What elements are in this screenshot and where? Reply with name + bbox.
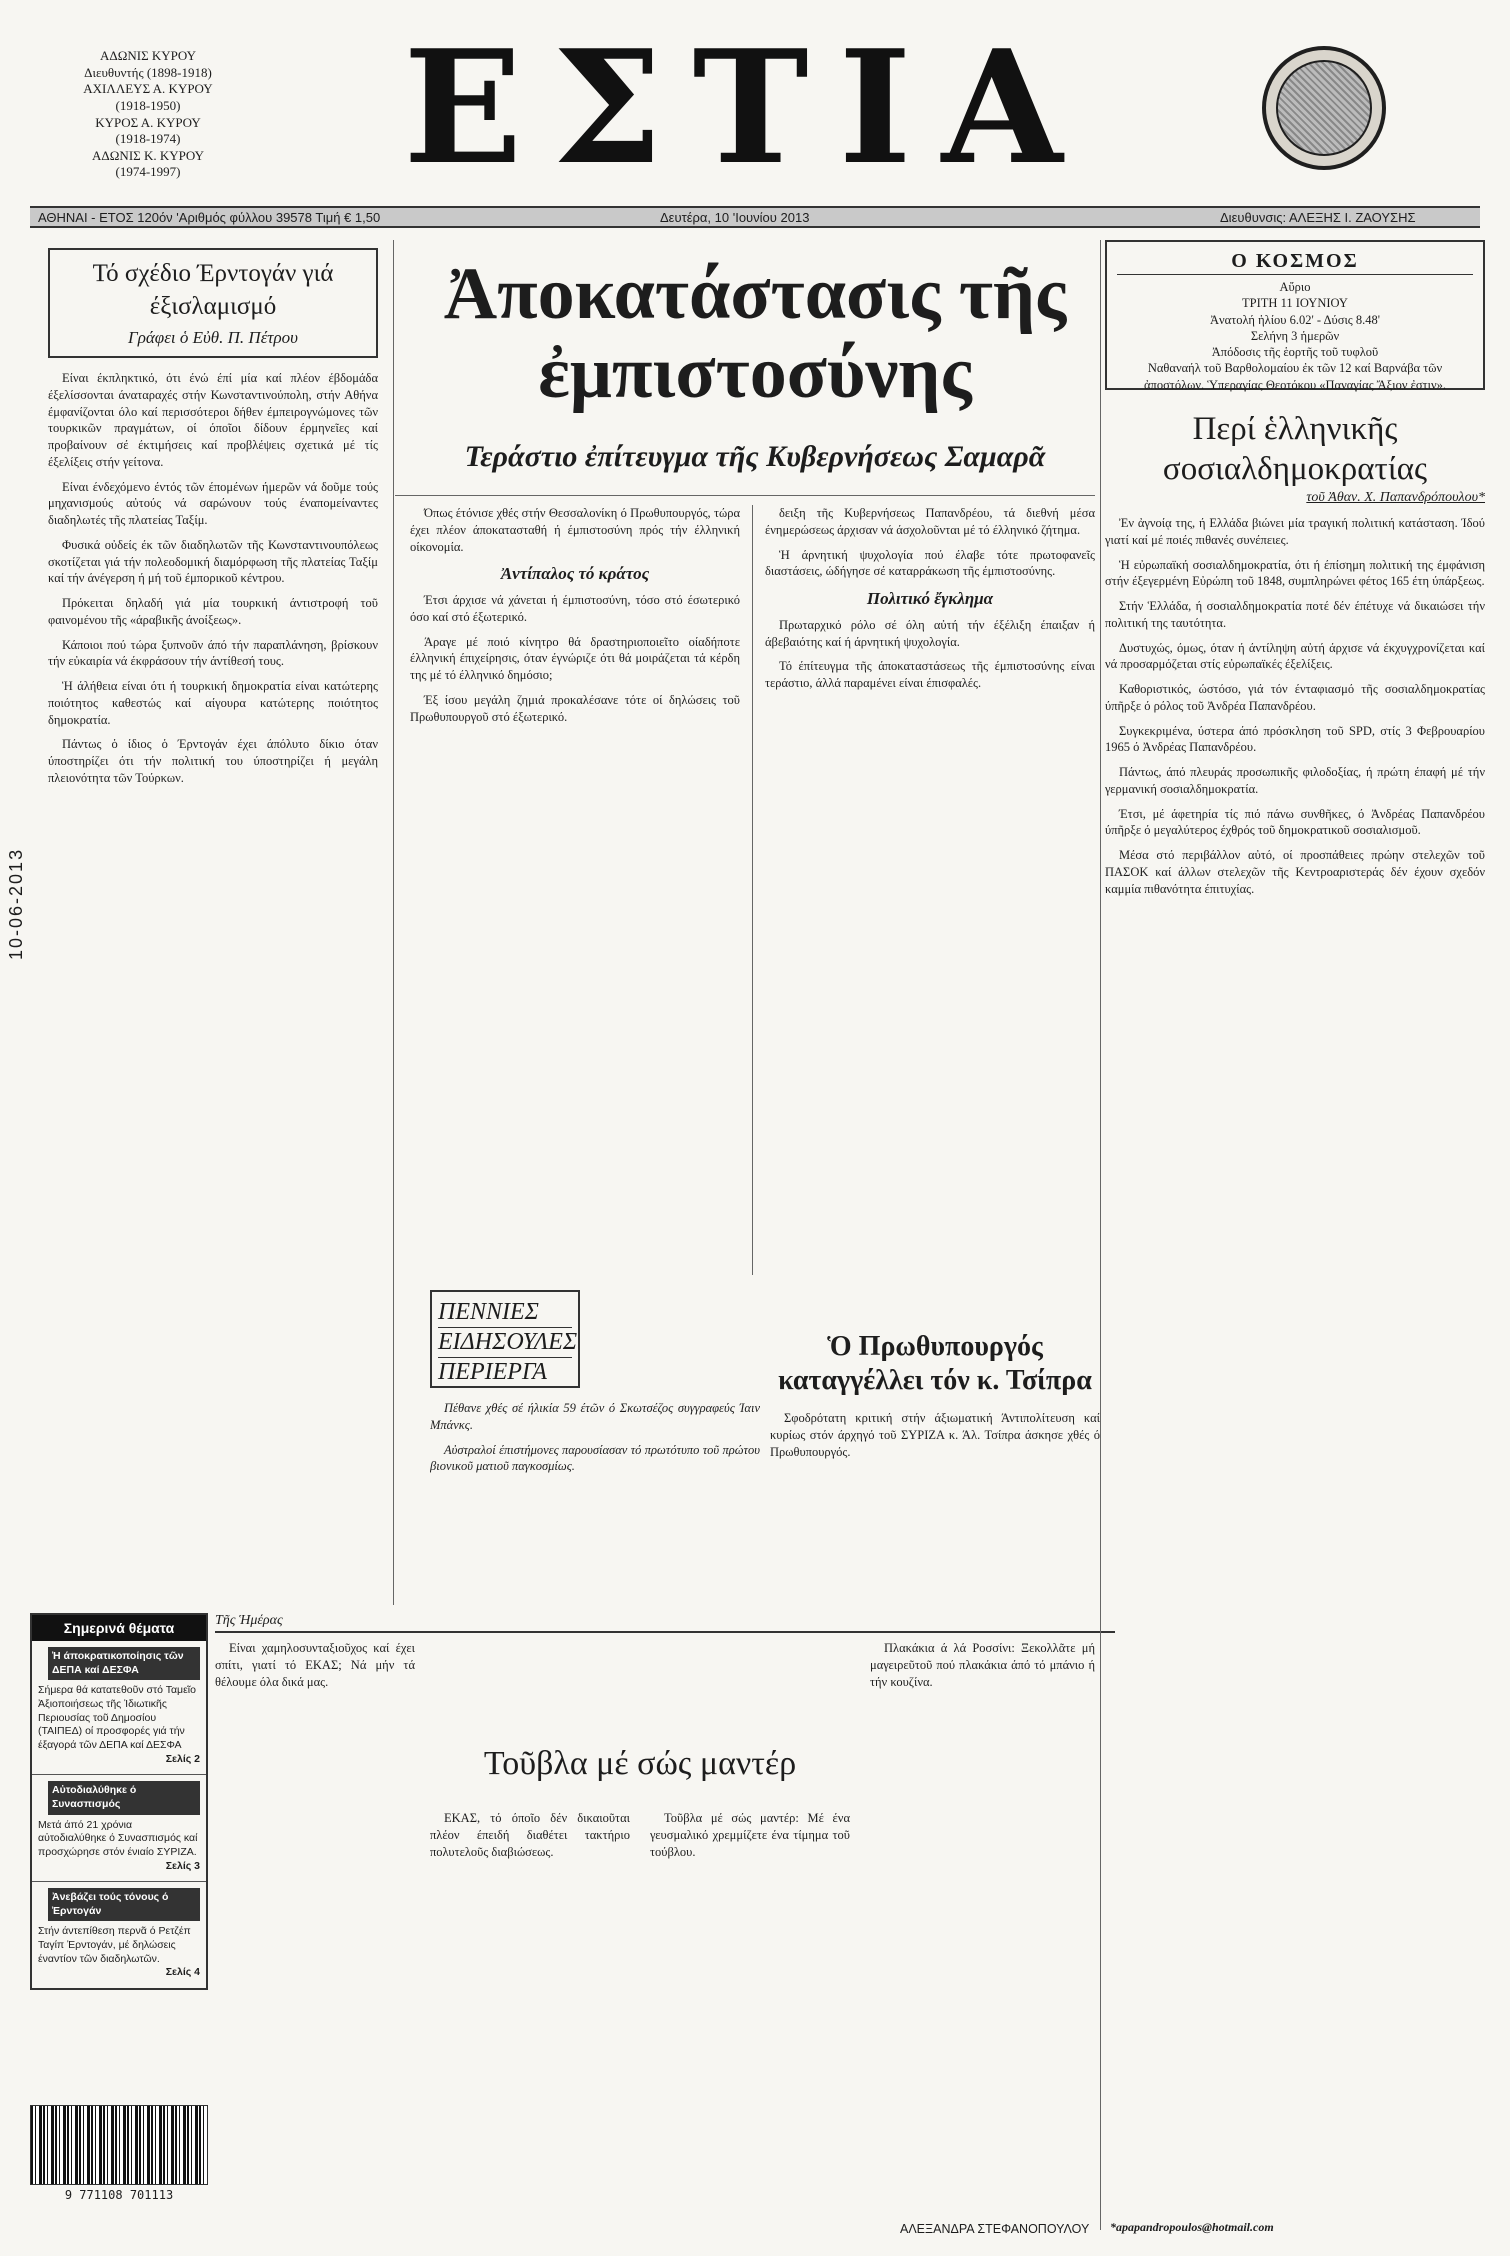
- pennies-item: Πέθανε χθές σέ ήλικία 59 έτῶν ό Σκωτσέζος συγγραφεύς Ίαιν Μπάνκς.: [430, 1401, 760, 1432]
- world-line: Σελήνη 3 ἡμερῶν: [1250, 328, 1340, 343]
- lead-col-2: [765, 505, 1095, 1275]
- paragraph: Δυστυχώς, όμως, όταν ή άντίληψη αὐτή άρχισε νά έκχυγχρονίζεται καί νά προσαρμόζεται στίς εὐρωπαϊκές έξελίξεις.: [1105, 640, 1485, 672]
- world-line: Ἀνατολή ἡλίου 6.02' - Δύσις 8.48': [1209, 312, 1381, 327]
- lead-subheading: Πολιτικό ἔγκλημα: [866, 589, 994, 608]
- lead-subhead: Τεράστιο ἐπίτευγμα τῆς Κυβερνήσεως Σαμαρᾶ: [464, 440, 1046, 473]
- paragraph: δειξη τῆς Κυβερνήσεως Παπανδρέου, τά διεθνή μέσα ένημερώσεως άρχισαν νά άσχολοῦνται μέ τό έλληνικό ζήτημα.: [765, 506, 1095, 537]
- imeras-label: Τῆς Ἡμέρας: [215, 1613, 1115, 1633]
- paragraph: Είναι χαμηλοσυνταξιοῦχος καί έχει σπίτι, γιατί τό ΕΚΑΣ; Νά μήν τά θέλουμε όλα δικά μας.: [215, 1641, 415, 1689]
- founder-line: ΑΔΩΝΙΣ Κ. ΚΥΡΟΥ: [92, 147, 204, 163]
- left-article-title: Τό σχέδιο Έρντογάν γιά έξισλαμισμό: [92, 260, 334, 320]
- topic-body: Μετά άπό 21 χρόνια αὐτοδιαλύθηκε ό Συνασπισμός καί προσχώρησε στόν ένιαίο ΣΥΡΙΖΑ.: [38, 1818, 198, 1858]
- divider: [1100, 240, 1101, 2230]
- paragraph: Είναι ένδεχόμενο έντός τῶν έπομένων ήμερῶν νά δοῦμε τούς μηχανισμούς αὐτούς νά σαρώνουν τούς έναπομείναντες διαδηλωτές τῆς πλατείας Ταξίμ.: [48, 479, 378, 527]
- topic-page: Σελίς 4: [165, 1966, 200, 1979]
- todays-topics-title: Σημερινά θέματα: [32, 1615, 206, 1641]
- paragraph: Ἡ εὐρωπαϊκή σοσιαλδημοκρατία, ότι ή έπίσημη πολιτική της έμφάνιση στήν έξεγερμένη Εὐρώπη τοῦ 1848, συμπληρώνει φέτος 165 έτη ύπάρξεως.: [1105, 557, 1485, 589]
- pennies-line: ΠΕΡΙΕΡΓΑ: [438, 1358, 547, 1385]
- paragraph: Όπως έτόνισε χθές στήν Θεσσαλονίκη ό Πρωθυπουργός, τώρα έχει πλέον άποκατασταθή ή έμπιστοσύνη πρός τήν έλληνική οίκονομία.: [410, 506, 740, 554]
- pennies-line: ΠΕΝΝΙΕΣ: [438, 1298, 572, 1328]
- paragraph: Έτσι άρχισε νά χάνεται ή έμπιστοσύνη, τόσο στό έσωτερικό όσο καί στό έξωτερικό.: [410, 593, 740, 624]
- paragraph: Πλακάκια ά λά Ροσσίνι: Ξεκολλᾶτε μή μαγειρεῦτοῦ πού πλακάκια άπό τό μπάνιο ή τήν κουζίνα.: [870, 1641, 1095, 1689]
- paragraph: Μέσα στό περιβάλλον αὐτό, οί προσπάθειες πρώην στελεχῶν τοῦ ΠΑΣΟΚ καί άλλων στελεχῶν τῆς Κεντροαριστεράς δέν έχουν σχεδόν καμμία πιθανότητα έπιτυχίας.: [1105, 848, 1485, 896]
- paragraph: Στήν Ἑλλάδα, ή σοσιαλδημοκρατία ποτέ δέν έπέτυχε νά δικαιώσει τήν πολιτική της ταυτότητα.: [1105, 599, 1485, 630]
- topic-page: Σελίς 3: [165, 1859, 200, 1872]
- paragraph: Συγκεκριμένα, ύστερα άπό πρόσκληση τοῦ SPD, στίς 3 Φεβρουαρίου 1965 ό Ἀνδρέας Παπανδρέου.: [1105, 723, 1485, 755]
- lead-col-1: [410, 505, 740, 1275]
- topic-body: Σήμερα θά κατατεθοῦν στό Ταμεῖο Ἀξιοποιήσεως τῆς Ἰδιωτικῆς Περιουσίας τοῦ Δημοσίου (ΤΑΙΠΕΔ) οί προσφορές γιά τήν έξαγορά τῶν ΔΕΠΑ καί ΔΕΣΦΑ: [38, 1684, 196, 1752]
- founder-line: ΑΔΩΝΙΣ ΚΥΡΟΥ: [99, 48, 197, 63]
- issue-info: ΑΘΗΝΑΙ - ΕΤΟΣ 120όν 'Αριθμός φύλλου 39578 Τιμή € 1,50: [38, 210, 381, 225]
- pennies-box: [430, 1290, 580, 1388]
- world-line: Ἀπόδοσις τῆς ἑορτῆς τοῦ τυφλοῦ: [1211, 345, 1379, 359]
- dateline-bar: [30, 206, 1480, 228]
- topic-title: Ἀνεβάζει τούς τόνους ό Ἐρντογάν: [48, 1888, 200, 1921]
- imeras-signature: ΑΛΕΞΑΝΔΡΑ ΣΤΕΦΑΝΟΠΟΥΛΟΥ: [900, 2222, 1090, 2236]
- paragraph: Πρωταρχικό ρόλο σέ όλη αὐτή τήν έξέλιξη έπαιξαν ή άβεβαιότης καί ή άρνητική ψυχολογία.: [765, 617, 1095, 649]
- vertical-date: 10-06-2013: [6, 847, 26, 960]
- paragraph: Έξ ίσου μεγάλη ζημιά προκαλέσανε τότε οί δηλώσεις τοῦ Πρωθυπουργοῦ στό έξωτερικό.: [410, 692, 740, 724]
- left-article-title-box: [48, 248, 378, 358]
- divider: [393, 240, 394, 1605]
- imeras-col-2: [430, 1810, 630, 2200]
- paragraph: Πάντως, άπό πλευράς προσωπικῆς φιλοδοξίας, ή πρώτη έπαφή μέ τήν γερμανική σοσιαλδημοκρατία.: [1105, 765, 1485, 796]
- lead-subheading: Ἀντίπαλος τό κράτος: [500, 564, 650, 584]
- imeras-col-3: [650, 1810, 850, 2200]
- barcode-icon: [30, 2105, 208, 2185]
- paragraph: Έτσι, μέ άφετηρία τίς πιό πάνω συνθῆκες, ό Ἀνδρέας Παπανδρέου ύπῆρξε ό μεγαλύτερος έχθρός τοῦ δημοκρατικοῦ σοσιαλισμοῦ.: [1105, 806, 1485, 838]
- left-article-body: [48, 370, 378, 1600]
- newspaper-title: ΕΣΤΙΑ: [403, 16, 1093, 199]
- founder-line: ΚΥΡΟΣ Α. ΚΥΡΟΥ: [95, 114, 201, 130]
- divider: [395, 495, 1095, 496]
- topic-page: Σελίς 2: [165, 1752, 200, 1765]
- world-line: Ναθαναήλ τοῦ Βαρθολομαίου ἐκ τῶν 12 καί Βαρνάβα τῶν ἀποστόλων. Ὑπεραγίας Θεοτόκου «Παναγίας Ἄξιον ἐστιν».: [1143, 361, 1447, 392]
- pennies-item: Αὐστραλοί έπιστήμονες παρουσίασαν τό πρωτότυπο τοῦ πρώτου βιονικοῦ ματιοῦ παγκοσμίως.: [430, 1442, 760, 1474]
- pennies-line: ΕΙΔΗΣΟΥΛΕΣ: [438, 1328, 572, 1358]
- paragraph: Φυσικά οὐδείς έκ τῶν διαδηλωτῶν τῆς Κωνσταντινουπόλεως σκοτίζεται γιά τήν πολεοδομική διαμόρφωση τῆς πλατείας Ταξίμ καί τήν άνέγερση ή μή τοῦ έμπορικοῦ κέντρου.: [48, 537, 378, 586]
- founder-line: (1974-1997): [115, 164, 181, 180]
- paragraph: Ἡ άλήθεια είναι ότι ή τουρκική δημοκρατία είναι κατώτερης ποιότητος καθεστώς καί αίγουρα κατώτερης ποιότητος δημοκρατία.: [48, 679, 378, 727]
- founder-line: (1918-1974): [115, 131, 181, 147]
- paragraph: Ἐν ἀγνοίᾳ της, ή Ελλάδα βιώνει μία τραγική πολιτική κατάσταση. Ίδού γιατί καί μέ ποιές πιθανές συνέπειες.: [1105, 516, 1485, 547]
- paragraph: Πάντως ὁ ίδιος ὁ Έρντογάν έχει άπόλυτο δίκιο όταν ύποστηρίζει ότι τήν πολιτική του ύποστηρίζει ή μεγάλη πλειονότητα τῶν Τούρκων.: [48, 737, 378, 785]
- paragraph: Άραγε μέ ποιό κίνητρο θά δραστηριοποιεῖτο οίαδήποτε έλληνική έπιχείρησις, όταν έγνώριζε ότι θά μοιράζεται τά κέρδη της μέ τό έλληνικό δημόσιο;: [410, 634, 740, 683]
- left-article-byline: Γράφει ὁ Εὐθ. Π. Πέτρου: [128, 328, 298, 347]
- paragraph: ΕΚΑΣ, τό όποῖο δέν δικαιοῦται πλέον έπειδή διαθέτει τακτήριο πολυτελοῦς διαβιώσεως.: [430, 1811, 630, 1859]
- paragraph: Τοῦβλα μέ σώς μαντέρ: Μέ ένα γευσμαλικό χρεμμίζετε ένα τίμημα τοῦ τούβλου.: [650, 1811, 850, 1859]
- paragraph: Καθοριστικός, ώστόσο, γιά τόν ένταφιασμό τῆς σοσιαλδημοκρατίας ύπῆρξε ό ρόλος τοῦ Ἀνδρέα Παπανδρέου.: [1105, 682, 1485, 713]
- director: Διευθυνσις: ΑΛΕΞΗΣ Ι. ΖΑΟΥΣΗΣ: [1220, 210, 1416, 225]
- world-title: Ο ΚΟΣΜΟΣ: [1117, 248, 1473, 275]
- tsipras-body: [770, 1410, 1100, 1600]
- issue-date: Δευτέρα, 10 'Ιουνίου 2013: [660, 210, 810, 225]
- imeras-col-4: [870, 1640, 1095, 2200]
- founder-line: Διευθυντής (1898-1918): [84, 64, 212, 80]
- barcode-number: 9 771108 701113: [64, 2188, 174, 2202]
- topic-title: Ἡ άποκρατικοποίησις τῶν ΔΕΠΑ καί ΔΕΣΦΑ: [48, 1647, 200, 1680]
- lead-headline: Ἀποκατάστασις τῆς ἐμπιστοσύνης: [443, 253, 1067, 415]
- right-article-byline: τοῦ Ἀθαν. Χ. Παπανδρόπουλου*: [1306, 490, 1485, 505]
- paragraph: Πρόκειται δηλαδή γιά μία τουρκική άντιστροφή τοῦ φαινομένου τῆς «άραβικῆς άνοίξεως».: [48, 596, 378, 627]
- todays-topics: [30, 1613, 208, 1990]
- world-line: ΤΡΙΤΗ 11 ΙΟΥΝΙΟΥ: [1242, 296, 1348, 311]
- paragraph: Ἡ άρνητική ψυχολογία πού έλαβε τότε πρωτοφανεῖς διαστάσεις, ώδήγησε σέ καταρράκωση τῆς έμπιστοσύνης.: [765, 547, 1095, 579]
- founders-list: [48, 48, 248, 181]
- topic-body: Στήν άντεπίθεση περνᾶ ό Ρετζέπ Ταγίπ Ἐρντογάν, μέ δηλώσεις έναντίον τῶν διαδηλωτῶν.: [38, 1925, 191, 1965]
- paragraph: Είναι έκπληκτικό, ότι ένώ έπί μία καί πλέον έβδομάδα έξελίσσονται άναταραχές στήν Κωνσταντινούπολη, στήν Αθήνα έμφανίζονται όλο καί περισσότεροι δήθεν έμπειρογνώμονες τῶν τουρκικῶν πραγμάτων, οί όποῖοι δίδουν έρμηνεῖες καί προβαίνουν σέ έκτιμήσεις καί προβλέψεις σχετικά μέ τίς έξελίξεις στήν γείτονα.: [48, 371, 378, 469]
- right-article-body: [1105, 515, 1485, 2205]
- author-email: *apapandropoulos@hotmail.com: [1110, 2220, 1274, 2234]
- divider: [752, 505, 753, 1275]
- paragraph: Τό έπίτευγμα τῆς άποκαταστάσεως τῆς έμπιστοσύνης είναι τεράστιο, άλλά παραμένει είναι έπισφαλές.: [765, 659, 1095, 691]
- world-box: [1105, 240, 1485, 390]
- tsipras-title: Ὁ Πρωθυπουργός καταγγέλλει τόν κ. Τσίπρα: [778, 1331, 1092, 1396]
- founder-line: ΑΧΙΛΛΕΥΣ Α. ΚΥΡΟΥ: [83, 81, 213, 97]
- right-article-title: Περί ἑλληνικῆς σοσιαλδημοκρατίας: [1162, 411, 1428, 487]
- topic-item: [32, 1882, 206, 1988]
- imeras-col-1: [215, 1640, 415, 2200]
- imeras-title: Τοῦβλα μέ σώς μαντέρ: [483, 1745, 797, 1782]
- pennies-body: [430, 1400, 760, 1600]
- seal-inner-icon: [1276, 60, 1372, 156]
- topic-item: [32, 1641, 206, 1775]
- seal-emblem: [1262, 46, 1386, 170]
- topic-item: [32, 1775, 206, 1882]
- paragraph: Σφοδρότατη κριτική στήν άξιωματική Άντιπολίτευση καί κυρίως στόν άρχηγό τοῦ ΣΥΡΙΖΑ κ. Άλ. Τσίπρα άσκησε χθές ό Πρωθυπουργός.: [770, 1411, 1100, 1459]
- topic-title: Αὐτοδιαλύθηκε ό Συνασπισμός: [48, 1781, 200, 1814]
- world-line: Αὔριο: [1279, 280, 1311, 294]
- founder-line: (1918-1950): [115, 97, 181, 113]
- paragraph: Κάποιοι πού τώρα ξυπνοῦν άπό τήν παραπλάνηση, βρίσκουν τήν εὐκαιρία νά έκφράσουν τήν άντίθεσή τους.: [48, 637, 378, 669]
